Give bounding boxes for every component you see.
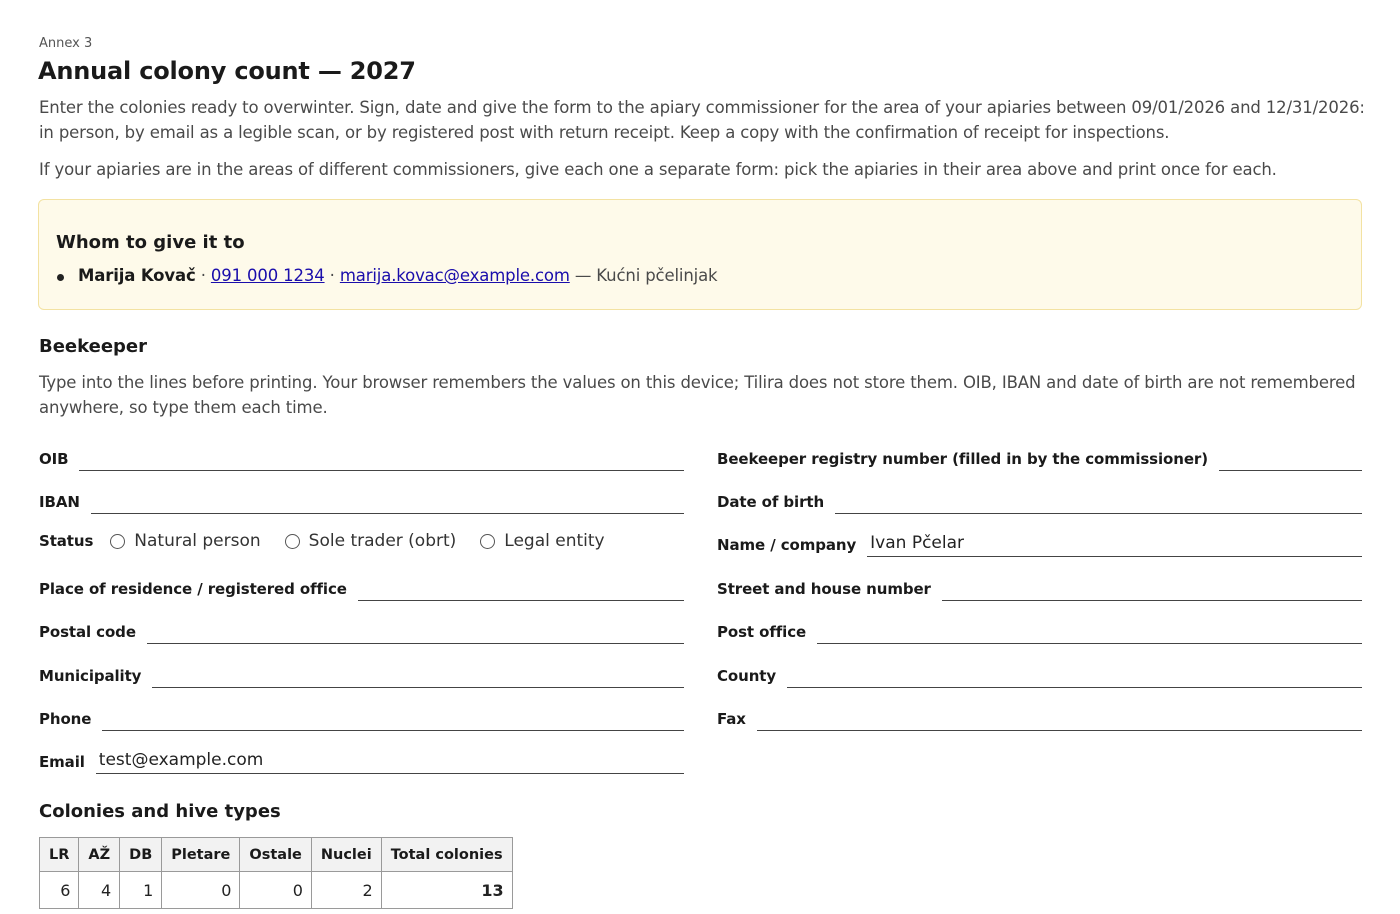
colonies-heading: Colonies and hive types [39, 801, 281, 822]
bullet-icon [57, 274, 64, 281]
phone-label: Phone [39, 710, 92, 728]
email-label: Email [39, 753, 85, 771]
registry-number-field [717, 441, 1362, 471]
county-input[interactable] [787, 664, 1362, 688]
column-header: Total colonies [381, 838, 512, 872]
post-office-label: Post office [717, 623, 807, 641]
name-company-input[interactable]: Ivan Pčelar [867, 533, 1362, 557]
column-header: LR [40, 838, 79, 872]
phone-input[interactable] [102, 707, 684, 731]
beekeeper-heading: Beekeeper [39, 336, 148, 357]
column-header: Pletare [162, 838, 240, 872]
table-cell-az[interactable]: 4 [79, 872, 120, 909]
table-row [40, 872, 513, 909]
date-of-birth-label: Date of birth [717, 493, 825, 511]
oib-input[interactable] [79, 447, 684, 471]
municipality-label: Municipality [39, 667, 142, 685]
name-company-label: Name / company [717, 536, 857, 554]
status-sole-trader-radio[interactable] [285, 531, 457, 551]
registry-number-input[interactable] [1219, 447, 1362, 471]
radio-circle-icon[interactable] [285, 534, 300, 549]
beekeeper-description: Type into the lines before printing. Your browser remembers the values on this device; Tilira does not store them. OIB, IBAN and date of birth are not remembered anywhere, so type them each time. [39, 373, 1356, 417]
postal-code-input[interactable] [147, 620, 684, 644]
table-cell-lr[interactable]: 6 [40, 872, 79, 909]
name-company-field [717, 527, 1362, 557]
table-header-row [40, 838, 513, 872]
status-label: Status [39, 532, 94, 550]
intro-note: If your apiaries are in the areas of different commissioners, give each one a separate form: pick the apiaries in their area above and print once for each. [39, 160, 1277, 179]
registry-number-label: Beekeeper registry number (filled in by the commissioner) [717, 450, 1208, 468]
table-cell-pletare[interactable]: 0 [162, 872, 240, 909]
recipient-email-link[interactable]: marija.kovac@example.com [339, 266, 570, 285]
street-field [717, 571, 1362, 601]
radio-label: Legal entity [504, 531, 605, 551]
recipient-name: Marija Kovač [78, 266, 196, 285]
separator: · [324, 266, 340, 285]
recipient-location: — Kućni pčelinjak [569, 266, 718, 285]
municipality-field [39, 658, 684, 688]
column-header: Ostale [240, 838, 311, 872]
phone-field [39, 701, 684, 731]
county-label: County [717, 667, 777, 685]
street-label: Street and house number [717, 580, 931, 598]
county-field [717, 658, 1362, 688]
fax-field [717, 701, 1362, 731]
notice-title: Whom to give it to [56, 232, 245, 253]
recipient-item [78, 266, 717, 285]
radio-circle-icon[interactable] [110, 534, 125, 549]
radio-circle-icon[interactable] [480, 534, 495, 549]
municipality-input[interactable] [152, 664, 684, 688]
intro-text: Enter the colonies ready to overwinter. Sign, date and give the form to the apiary commissioner for the area of your apiaries between 09/01/2026 and 12/31/2026: in person, by email as a legible scan, or by registered post with return receipt. Keep a copy with the confirmation of receipt for inspections. [39, 98, 1365, 142]
page-title: Annual colony count — 2027 [38, 57, 416, 85]
column-header: DB [120, 838, 162, 872]
residence-input[interactable] [358, 577, 684, 601]
residence-field [39, 571, 684, 601]
street-input[interactable] [942, 577, 1362, 601]
annex-label: Annex 3 [39, 36, 93, 51]
email-input[interactable]: test@example.com [96, 750, 684, 774]
fax-input[interactable] [757, 707, 1362, 731]
recipient-phone-link[interactable]: 091 000 1234 [210, 266, 325, 285]
iban-field [39, 484, 684, 514]
table-cell-nuclei[interactable]: 2 [311, 872, 381, 909]
table-cell-total: 13 [381, 872, 512, 909]
fax-label: Fax [717, 710, 746, 728]
postal-code-label: Postal code [39, 623, 136, 641]
status-legal-entity-radio[interactable] [480, 531, 604, 551]
oib-label: OIB [39, 450, 69, 468]
status-natural-person-radio[interactable] [110, 531, 260, 551]
iban-label: IBAN [39, 493, 80, 511]
postal-code-field [39, 614, 684, 644]
email-field [39, 744, 684, 774]
status-radio-group [39, 528, 629, 554]
post-office-field [717, 614, 1362, 644]
date-of-birth-input[interactable] [835, 490, 1362, 514]
table-cell-ostale[interactable]: 0 [240, 872, 311, 909]
separator: · [195, 266, 211, 285]
table-cell-db[interactable]: 1 [120, 872, 162, 909]
colonies-table [39, 837, 513, 909]
iban-input[interactable] [91, 490, 684, 514]
column-header: AŽ [79, 838, 120, 872]
post-office-input[interactable] [817, 620, 1362, 644]
date-of-birth-field [717, 484, 1362, 514]
recipient-notice [38, 199, 1362, 310]
radio-label: Sole trader (obrt) [308, 531, 457, 551]
oib-field [39, 441, 684, 471]
column-header: Nuclei [311, 838, 381, 872]
radio-label: Natural person [134, 531, 261, 551]
residence-label: Place of residence / registered office [39, 580, 347, 598]
